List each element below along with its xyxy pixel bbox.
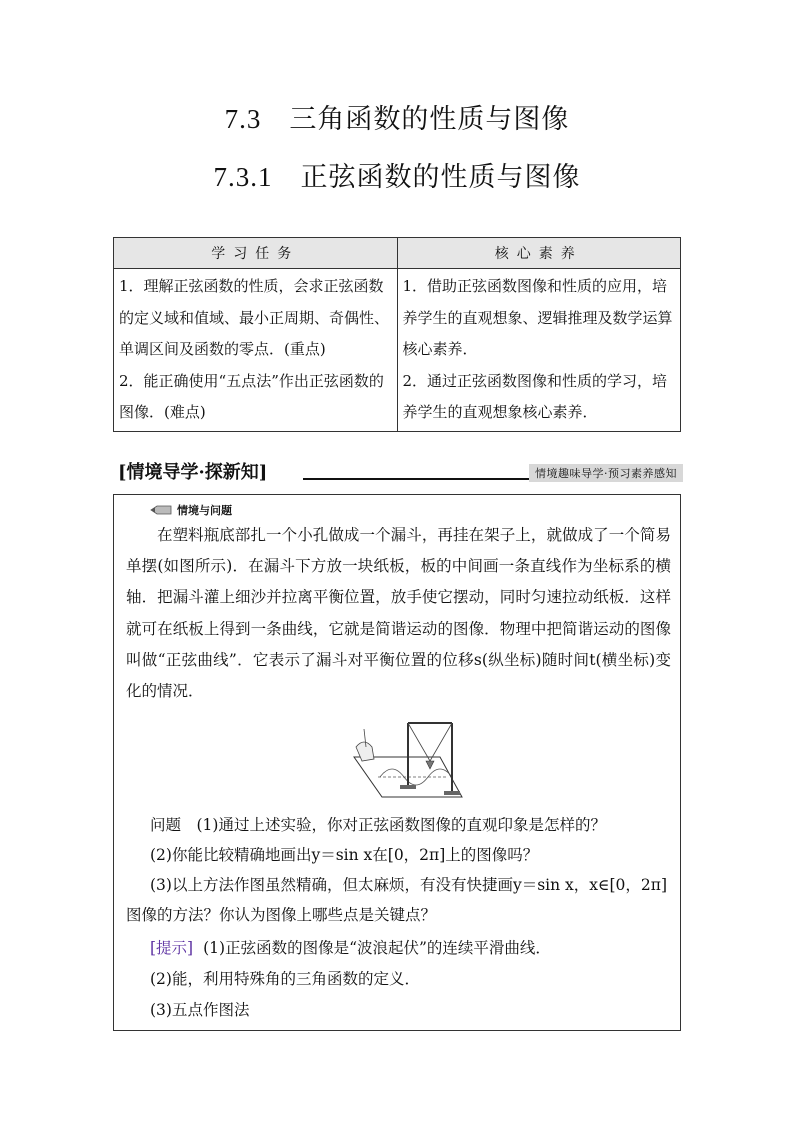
scenario-label-text: 情境与问题: [177, 504, 232, 517]
hint-1-text: (1)正弦函数的图像是“波浪起伏”的连续平滑曲线．: [203, 939, 551, 957]
scenario-label: [149, 502, 232, 518]
scenario-paragraph: 在塑料瓶底部扎一个小孔做成一个漏斗，再挂在架子上，就做成了一个简易单摆(如图所示)．在漏斗下方放一块纸板，板的中间画一条直线作为坐标系的横轴．把漏斗灌上细沙并拉离平衡位置，放手使它摆动，同时匀速拉动纸板．这样就可在纸板上得到一条曲线，它就是简谐运动的图像．物理中把简谐运动的图像叫做“正弦曲线”．它表示了漏斗对平衡位置的位移s(纵坐标)随时间t(横坐标)变化的情况．: [126, 526, 671, 701]
core-literacy-1: 1．借助正弦函数图像和性质的应用，培养学生的直观想象、逻辑推理及数学运算核心素养．: [402, 277, 673, 358]
main-title: [0, 97, 794, 136]
section-header: [113, 456, 683, 486]
core-literacy-2: 2．通过正弦函数图像和性质的学习，培养学生的直观想象核心素养．: [402, 371, 668, 421]
section-tag: 情境趣味导学·预习素养感知: [529, 464, 683, 482]
hint-1: [150, 936, 551, 958]
header-learning-tasks: 学习任务: [114, 238, 398, 269]
question-2: (2)你能比较精确地画出y＝sin x在[0，2π]上的图像吗？: [150, 846, 539, 864]
task-table: [113, 237, 681, 432]
learning-task-1: 1．理解正弦函数的性质，会求正弦函数的定义域和值域、最小正周期、奇偶性、单调区间及函数的零点．(重点): [119, 277, 390, 358]
main-title-text: 三角函数的性质与图像: [289, 104, 570, 135]
sub-title: [0, 155, 794, 194]
hint-2: (2)能，利用特殊角的三角函数的定义．: [150, 970, 420, 988]
question-3-continued: 图像的方法？你认为图像上哪些点是关键点？: [126, 906, 437, 924]
header-core-literacy: 核心素养: [397, 238, 681, 269]
sub-title-text: 正弦函数的性质与图像: [300, 162, 581, 193]
sub-title-number: 7.3.1: [213, 162, 273, 192]
question-3: (3)以上方法作图虽然精确，但太麻烦，有没有快捷画y＝sin x，x∈[0，2π]: [150, 876, 667, 894]
section-title: [情境导学·探新知]: [118, 462, 268, 483]
hint-label: [提示]: [150, 939, 194, 957]
core-literacy-cell: [397, 269, 681, 432]
hint-3: (3)五点作图法: [150, 1001, 250, 1019]
pendulum-figure: [352, 717, 470, 805]
learning-tasks-cell: [114, 269, 398, 432]
main-title-number: 7.3: [224, 104, 262, 134]
question-1: 问题 (1)通过上述实验，你对正弦函数图像的直观印象是怎样的？: [150, 816, 606, 834]
learning-task-2: 2．能正确使用“五点法”作出正弦函数的图像．(难点): [119, 371, 384, 421]
pencil-icon: [149, 504, 173, 516]
scenario-box: [113, 494, 681, 1031]
